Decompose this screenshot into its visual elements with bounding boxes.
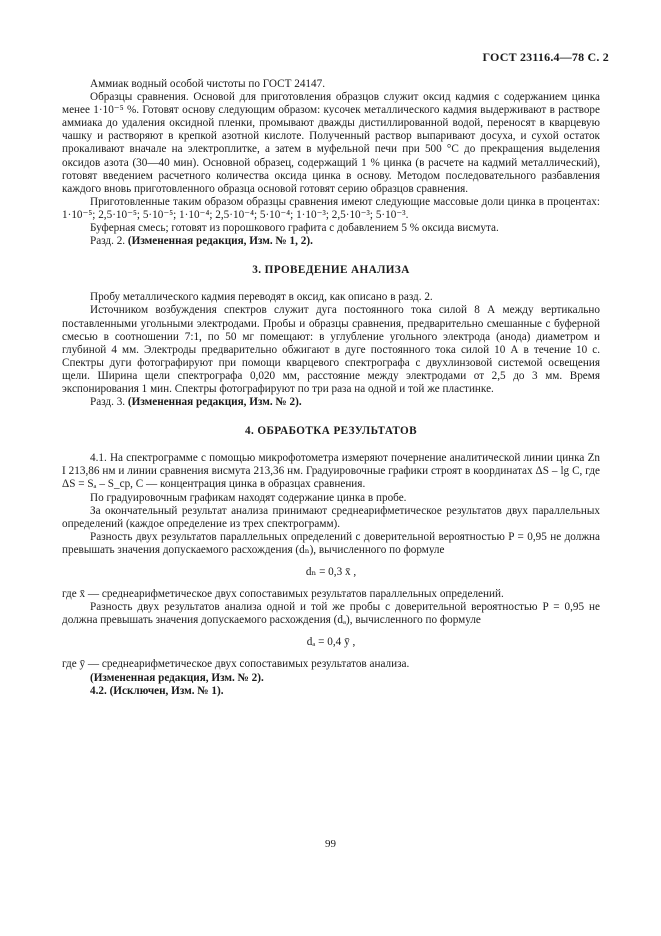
note-section-4 xyxy=(62,672,600,685)
formula-dn: dₙ = 0,3 x̄ , xyxy=(305,566,357,578)
note-bold: (Измененная редакция, Изм. № 2). xyxy=(90,671,264,684)
paragraph-sample-prep: Пробу металлического кадмия переводят в оксид, как описано в разд. 2. xyxy=(90,291,433,304)
note-prefix: Разд. 3. xyxy=(90,396,126,409)
paragraph-reference-samples: Образцы сравнения. Основой для приготовления образцов служит оксид кадмия с содержанием цинка менее 1·10⁻⁵ %. Готовят основу следующим образом: кусочек металлического кадмия выдерживают в растворе аммиака до удаления оксидной пленки, промывают дважды дистиллированной водой, переносят в кварцевую чашку и растворяют в крепкой азотной кислоте. Полученный раствор выпаривают досуха, и сухой остаток прокаливают вначале на электроплитке, а затем в муфельной печи при 500 °С до прекращения выделения оксидов азота (30—40 мин). Основной образец, содержащий 1 % цинка (в расчете на кадмий металлический), готовят введением расчетного количества оксида цинка в основу. Методом последовательного разбавления каждого вновь приготовленного образца основой готовят серию образцов сравнения. xyxy=(62,91,600,195)
note-bold: (Измененная редакция, Изм. № 2). xyxy=(127,396,302,409)
note-prefix: Разд. 2. xyxy=(90,235,126,248)
paragraph-ammonia: Аммиак водный особой чистоты по ГОСТ 24147. xyxy=(90,78,325,90)
paragraph-final-result: За окончательный результат анализа принимают среднеарифметическое результатов двух параллельных определений (каждое определение из трех спектрограмм). xyxy=(62,504,600,530)
note-bold: (Измененная редакция, Изм. № 1, 2). xyxy=(127,235,313,248)
paragraph-4-1: 4.1. На спектрограмме с помощью микрофотометра измеряют почернение аналитической линии цинка Zn I 213,86 нм и линии сравнения висмута 213,36 нм. Градуировочные графики строят в координатах ΔS – lg C, где ΔS = Sₐ – S_ср, C — концентрация цинка в образцах сравнения. xyxy=(62,452,600,491)
note-section-2 xyxy=(62,235,600,248)
note-4-2 xyxy=(62,685,600,698)
note-bold: 4.2. (Исключен, Изм. № 1). xyxy=(90,684,224,697)
document-body xyxy=(62,78,600,698)
paragraph-analysis-diff: Разность двух результатов анализа одной и той же пробы с доверительной вероятностью P = 0,95 не должна превышать значения допускаемого расхождения (dₐ), вычисленного по формуле xyxy=(62,601,600,627)
standard-header: ГОСТ 23116.4—78 С. 2 xyxy=(482,50,609,64)
paragraph-graphs: По градуировочным графикам находят содержание цинка в пробе. xyxy=(90,491,407,504)
paragraph-excitation: Источником возбуждения спектров служит дуга постоянного тока силой 8 А между вертикально поставленными угольными электродами. Пробы и образцы сравнения, предварительно смешанные с буферной смесью в соотношении 7:1, по 50 мг помещают: в углубление угольного электрода (анода) диаметром и глубиной 4 мм. Электроды предварительно обжигают в дуге постоянного тока силой 10 А в течение 10 с. Спектры дуги фотографируют при помощи кварцевого спектрографа с двухлинзовой системой освещения щели. Ширина щели спектрографа 0,020 мм, расстояние между электродами от 2,5 до 3 мм. Время экспонирования 1 мин. Спектры фотографируют по три раза на одной и той же пластинке. xyxy=(62,304,600,395)
paragraph-where-x: где x̄ — среднеарифметическое двух сопоставимых результатов параллельных определений. xyxy=(62,588,504,601)
formula-da: dₐ = 0,4 ȳ , xyxy=(306,636,356,649)
paragraph-where-y: где ȳ — среднеарифметическое двух сопоставимых результатов анализа. xyxy=(62,658,410,671)
section-4-title: 4. ОБРАБОТКА РЕЗУЛЬТАТОВ xyxy=(245,425,417,438)
note-section-3 xyxy=(62,396,600,409)
page-number: 99 xyxy=(325,838,336,850)
paragraph-parallel-diff: Разность двух результатов параллельных определений с доверительной вероятностью P = 0,95 не должна превышать значения допускаемого расхождения (dₙ), вычисленного по формуле xyxy=(62,530,600,556)
paragraph-mass-fractions: Приготовленные таким образом образцы сравнения имеют следующие массовые доли цинка в процентах: 1·10⁻⁵; 2,5·10⁻⁵; 5·10⁻⁵; 1·10⁻⁴; 2,5·10⁻⁴; 5·10⁻⁴; 1·10⁻³; 2,5·10⁻³; 5·10⁻³. xyxy=(62,195,600,221)
section-3-title: 3. ПРОВЕДЕНИЕ АНАЛИЗА xyxy=(252,264,410,277)
paragraph-buffer: Буферная смесь; готовят из порошкового графита с добавлением 5 % оксида висмута. xyxy=(90,222,499,235)
